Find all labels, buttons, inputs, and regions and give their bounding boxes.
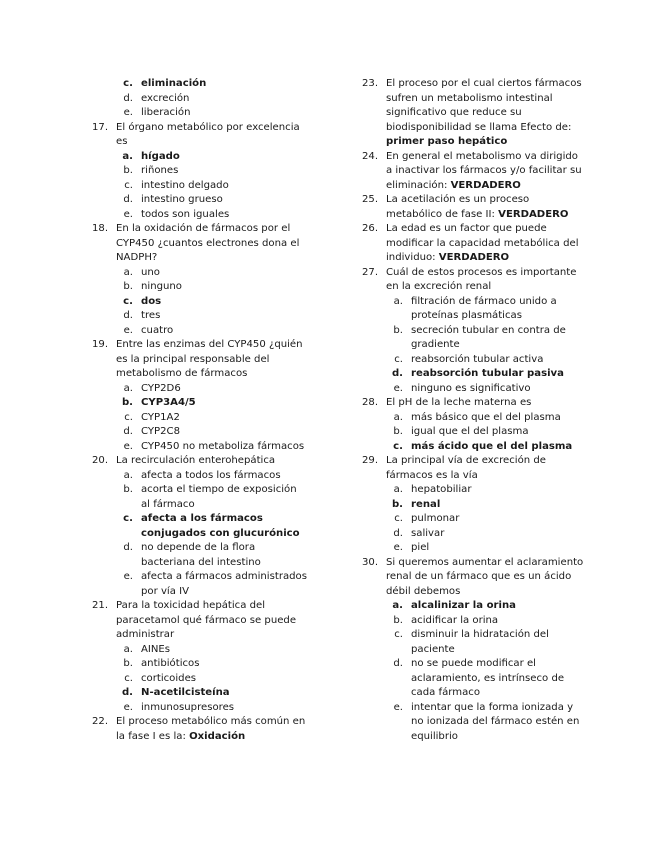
option-item bbox=[92, 324, 307, 339]
question-item bbox=[362, 77, 584, 150]
option-item bbox=[92, 77, 307, 92]
question-item bbox=[362, 193, 584, 222]
option-item bbox=[92, 541, 307, 570]
option-item bbox=[362, 701, 584, 745]
option-text: salivar bbox=[411, 527, 445, 539]
option-item bbox=[92, 483, 307, 512]
question-text bbox=[386, 193, 584, 222]
option-item bbox=[92, 295, 307, 310]
question-text bbox=[386, 396, 584, 411]
option-item bbox=[362, 614, 584, 629]
option-letter: c. bbox=[394, 629, 403, 640]
question-block bbox=[362, 150, 584, 194]
question-text bbox=[386, 77, 584, 150]
option-letter: c. bbox=[123, 513, 133, 524]
question-answer: VERDADERO bbox=[498, 208, 569, 220]
question-text bbox=[116, 338, 307, 382]
option-letter: e. bbox=[123, 324, 133, 336]
option-letter: e. bbox=[123, 107, 133, 118]
option-item bbox=[92, 309, 307, 324]
option-text: afecta a todos los fármacos bbox=[141, 469, 281, 481]
question-prompt: La acetilación es un proceso metabólico de fase II: bbox=[386, 194, 530, 220]
option-list bbox=[92, 382, 307, 455]
option-letter: b. bbox=[123, 484, 133, 495]
option-text: hígado bbox=[141, 150, 180, 162]
question-item bbox=[362, 266, 584, 295]
question-prompt: La principal vía de excreción de fármacos es la vía bbox=[386, 455, 547, 481]
option-item bbox=[92, 92, 307, 107]
question-block bbox=[362, 77, 584, 150]
question-block bbox=[362, 396, 584, 454]
question-prompt: En general el metabolismo va dirigido a inactivar los fármacos y/o facilitar su eliminación: bbox=[386, 150, 582, 191]
option-text: renal bbox=[411, 498, 441, 510]
option-letter: b. bbox=[391, 498, 403, 510]
question-text bbox=[386, 150, 584, 194]
question-block bbox=[362, 556, 584, 745]
option-list bbox=[92, 266, 307, 339]
question-number: 22. bbox=[92, 716, 109, 727]
option-letter: e. bbox=[123, 701, 133, 713]
option-item bbox=[92, 512, 307, 541]
question-number: 27. bbox=[362, 266, 379, 278]
option-text: ninguno bbox=[141, 281, 182, 292]
option-letter: c. bbox=[393, 440, 403, 452]
option-text: todos son iguales bbox=[141, 208, 230, 220]
question-item bbox=[92, 715, 307, 744]
option-letter: a. bbox=[123, 266, 133, 278]
question-text bbox=[116, 121, 307, 150]
option-text: eliminación bbox=[141, 78, 207, 89]
question-item bbox=[92, 222, 307, 266]
option-text: afecta a los fármacos conjugados con glucurónico bbox=[141, 513, 300, 539]
option-item bbox=[362, 657, 584, 701]
option-text: inmunosupresores bbox=[141, 701, 235, 713]
option-text: filtración de fármaco unido a proteínas plasmáticas bbox=[411, 295, 557, 321]
option-letter: a. bbox=[123, 643, 133, 655]
option-letter: d. bbox=[123, 426, 133, 437]
option-letter: d. bbox=[391, 368, 403, 379]
option-text: dos bbox=[141, 295, 162, 307]
question-prompt: Cuál de estos procesos es importante en la excreción renal bbox=[386, 266, 577, 292]
question-block bbox=[92, 454, 307, 599]
question-item bbox=[362, 150, 584, 194]
left-column bbox=[92, 77, 307, 744]
option-text: acorta el tiempo de exposición al fármaco bbox=[141, 484, 297, 510]
question-block bbox=[92, 715, 307, 744]
question-prompt: El proceso metabólico más común en la fase I es la: bbox=[116, 716, 306, 742]
question-block bbox=[92, 599, 307, 715]
option-letter: b. bbox=[121, 397, 133, 408]
option-item bbox=[362, 411, 584, 426]
question-block bbox=[362, 266, 584, 397]
question-item bbox=[92, 121, 307, 150]
option-letter: b. bbox=[123, 165, 133, 176]
question-block bbox=[92, 338, 307, 454]
question-item bbox=[92, 338, 307, 382]
option-letter: d. bbox=[393, 658, 403, 669]
question-block bbox=[362, 454, 584, 556]
option-letter: e. bbox=[393, 542, 403, 553]
option-text: reabsorción tubular activa bbox=[411, 353, 544, 365]
question-text bbox=[386, 222, 584, 266]
option-item bbox=[362, 382, 584, 397]
option-letter: c. bbox=[124, 179, 133, 191]
question-number: 29. bbox=[362, 455, 379, 466]
question-answer: primer paso hepático bbox=[386, 136, 508, 147]
question-prompt: Para la toxicidad hepática del paracetamol qué fármaco se puede administrar bbox=[116, 600, 297, 640]
option-letter: c. bbox=[124, 411, 133, 423]
option-list bbox=[92, 469, 307, 600]
option-item bbox=[92, 382, 307, 397]
option-text: piel bbox=[411, 542, 430, 553]
option-item bbox=[92, 150, 307, 165]
option-letter: d. bbox=[123, 542, 133, 553]
option-text: intestino grueso bbox=[141, 194, 223, 205]
question-item bbox=[362, 222, 584, 266]
option-item bbox=[92, 657, 307, 672]
option-item bbox=[92, 411, 307, 426]
question-answer: VERDADERO bbox=[438, 252, 510, 263]
option-letter: d. bbox=[121, 687, 133, 698]
question-number: 28. bbox=[362, 397, 379, 408]
question-prompt: Si queremos aumentar el aclaramiento renal de un fármaco que es un ácido débil debemos bbox=[386, 556, 584, 597]
option-text: hepatobiliar bbox=[411, 484, 472, 495]
question-text bbox=[386, 454, 584, 483]
option-list bbox=[92, 150, 307, 223]
option-item bbox=[92, 179, 307, 194]
left-question-list bbox=[92, 121, 307, 745]
question-prompt: La edad es un factor que puede modificar la capacidad metabólica del individuo: bbox=[386, 223, 579, 263]
option-item bbox=[92, 106, 307, 121]
option-text: ninguno es significativo bbox=[411, 382, 531, 394]
question-prompt: Entre las enzimas del CYP450 ¿quién es la principal responsable del metabolismo de fármacos bbox=[116, 339, 303, 379]
option-text: antibióticos bbox=[141, 658, 200, 669]
question-prompt: El proceso por el cual ciertos fármacos sufren un metabolismo intestinal significativo que reduce su biodisponibilidad se llama Efecto de: bbox=[386, 78, 582, 133]
option-letter: a. bbox=[123, 382, 133, 394]
question-number: 18. bbox=[92, 223, 109, 234]
option-text: afecta a fármacos administrados por vía IV bbox=[141, 571, 307, 597]
option-letter: c. bbox=[123, 78, 133, 89]
option-item bbox=[92, 164, 307, 179]
question-number: 25. bbox=[362, 194, 379, 205]
question-item bbox=[92, 599, 307, 643]
option-item bbox=[362, 324, 584, 353]
question-number: 17. bbox=[92, 121, 109, 133]
option-item bbox=[92, 266, 307, 281]
option-letter: e. bbox=[393, 382, 403, 394]
option-item bbox=[92, 208, 307, 223]
option-letter: b. bbox=[123, 281, 133, 292]
question-number: 26. bbox=[362, 223, 379, 234]
option-text: corticoides bbox=[141, 672, 197, 684]
option-text: N-acetilcisteína bbox=[141, 687, 230, 698]
question-number: 30. bbox=[362, 556, 379, 568]
option-list bbox=[92, 643, 307, 716]
option-item bbox=[92, 643, 307, 658]
option-letter: b. bbox=[393, 426, 403, 437]
option-text: más básico que el del plasma bbox=[411, 411, 561, 423]
question-number: 20. bbox=[92, 455, 109, 466]
option-text: CYP2D6 bbox=[141, 382, 181, 394]
option-item bbox=[92, 570, 307, 599]
option-letter: d. bbox=[393, 527, 403, 539]
option-item bbox=[362, 367, 584, 382]
option-text: CYP2C8 bbox=[141, 426, 181, 437]
option-text: CYP3A4/5 bbox=[141, 397, 196, 408]
question-block bbox=[92, 121, 307, 223]
option-item bbox=[92, 440, 307, 455]
question-text bbox=[116, 454, 307, 469]
carryover-options bbox=[92, 77, 307, 121]
option-letter: d. bbox=[123, 194, 133, 205]
option-letter: e. bbox=[393, 701, 403, 713]
option-letter: a. bbox=[392, 600, 403, 611]
option-text: AINEs bbox=[141, 643, 171, 655]
option-text: reabsorción tubular pasiva bbox=[411, 368, 564, 379]
option-text: acidificar la orina bbox=[411, 614, 499, 626]
question-prompt: El pH de la leche materna es bbox=[386, 397, 532, 408]
option-text: uno bbox=[141, 266, 160, 278]
option-item bbox=[92, 672, 307, 687]
option-item bbox=[92, 396, 307, 411]
option-item bbox=[92, 193, 307, 208]
option-text: riñones bbox=[141, 165, 179, 176]
question-prompt: El órgano metabólico por excelencia es bbox=[116, 121, 300, 147]
option-text: alcalinizar la orina bbox=[411, 600, 516, 611]
question-number: 19. bbox=[92, 339, 109, 350]
question-text bbox=[116, 599, 307, 643]
option-letter: a. bbox=[393, 484, 403, 495]
question-text bbox=[116, 715, 307, 744]
question-text bbox=[116, 222, 307, 266]
option-letter: b. bbox=[393, 614, 403, 626]
option-letter: e. bbox=[123, 571, 133, 582]
option-letter: d. bbox=[123, 92, 133, 104]
question-item bbox=[362, 396, 584, 411]
right-column bbox=[362, 77, 584, 744]
question-item bbox=[362, 556, 584, 600]
option-letter: c. bbox=[124, 672, 133, 684]
option-list bbox=[362, 411, 584, 455]
option-item bbox=[362, 295, 584, 324]
option-list bbox=[362, 483, 584, 556]
question-number: 21. bbox=[92, 600, 109, 611]
option-letter: e. bbox=[123, 440, 133, 452]
option-letter: d. bbox=[123, 310, 133, 321]
question-block bbox=[362, 222, 584, 266]
option-letter: a. bbox=[393, 411, 403, 423]
option-item bbox=[362, 527, 584, 542]
option-text: disminuir la hidratación del paciente bbox=[411, 629, 549, 655]
option-item bbox=[362, 425, 584, 440]
option-text: tres bbox=[141, 310, 161, 321]
option-letter: a. bbox=[123, 469, 133, 481]
option-list bbox=[362, 599, 584, 744]
option-text: CYP1A2 bbox=[141, 411, 180, 423]
option-text: más ácido que el del plasma bbox=[411, 440, 573, 452]
question-answer: Oxidación bbox=[189, 730, 246, 742]
option-text: intestino delgado bbox=[141, 179, 229, 191]
question-block bbox=[362, 193, 584, 222]
question-answer: VERDADERO bbox=[450, 179, 521, 191]
option-text: CYP450 no metaboliza fármacos bbox=[141, 440, 305, 452]
option-letter: c. bbox=[394, 513, 403, 524]
option-item bbox=[92, 701, 307, 716]
option-letter: b. bbox=[393, 324, 403, 336]
option-letter: c. bbox=[394, 353, 403, 365]
option-text: igual que el del plasma bbox=[411, 426, 529, 437]
option-item bbox=[92, 686, 307, 701]
option-list bbox=[362, 295, 584, 397]
question-block bbox=[92, 222, 307, 338]
option-item bbox=[362, 353, 584, 368]
option-text: cuatro bbox=[141, 324, 174, 336]
question-text bbox=[386, 266, 584, 295]
option-text: no depende de la flora bacteriana del intestino bbox=[141, 542, 261, 568]
option-text: pulmonar bbox=[411, 513, 460, 524]
option-item bbox=[362, 599, 584, 614]
question-prompt: La recirculación enterohepática bbox=[116, 455, 276, 466]
question-text bbox=[386, 556, 584, 600]
option-text: excreción bbox=[141, 92, 190, 104]
option-letter: a. bbox=[122, 150, 133, 162]
question-item bbox=[92, 454, 307, 469]
question-prompt: En la oxidación de fármacos por el CYP450 ¿cuantos electrones dona el NADPH? bbox=[116, 223, 300, 263]
option-item bbox=[92, 425, 307, 440]
option-item bbox=[362, 512, 584, 527]
option-item bbox=[362, 498, 584, 513]
option-item bbox=[362, 483, 584, 498]
option-text: intentar que la forma ionizada y no ionizada del fármaco estén en equilibrio bbox=[411, 701, 580, 742]
option-item bbox=[362, 628, 584, 657]
option-letter: b. bbox=[123, 658, 133, 669]
option-item bbox=[92, 280, 307, 295]
question-number: 23. bbox=[362, 78, 379, 89]
option-text: liberación bbox=[141, 107, 191, 118]
option-item bbox=[362, 541, 584, 556]
option-item bbox=[92, 469, 307, 484]
question-item bbox=[362, 454, 584, 483]
question-number: 24. bbox=[362, 150, 379, 162]
option-letter: a. bbox=[393, 295, 403, 307]
right-question-list bbox=[362, 77, 584, 744]
option-text: secreción tubular en contra de gradiente bbox=[411, 324, 566, 350]
option-letter: e. bbox=[123, 208, 133, 220]
option-item bbox=[362, 440, 584, 455]
option-text: no se puede modificar el aclaramiento, es intrínseco de cada fármaco bbox=[411, 658, 565, 698]
option-letter: c. bbox=[123, 295, 133, 307]
